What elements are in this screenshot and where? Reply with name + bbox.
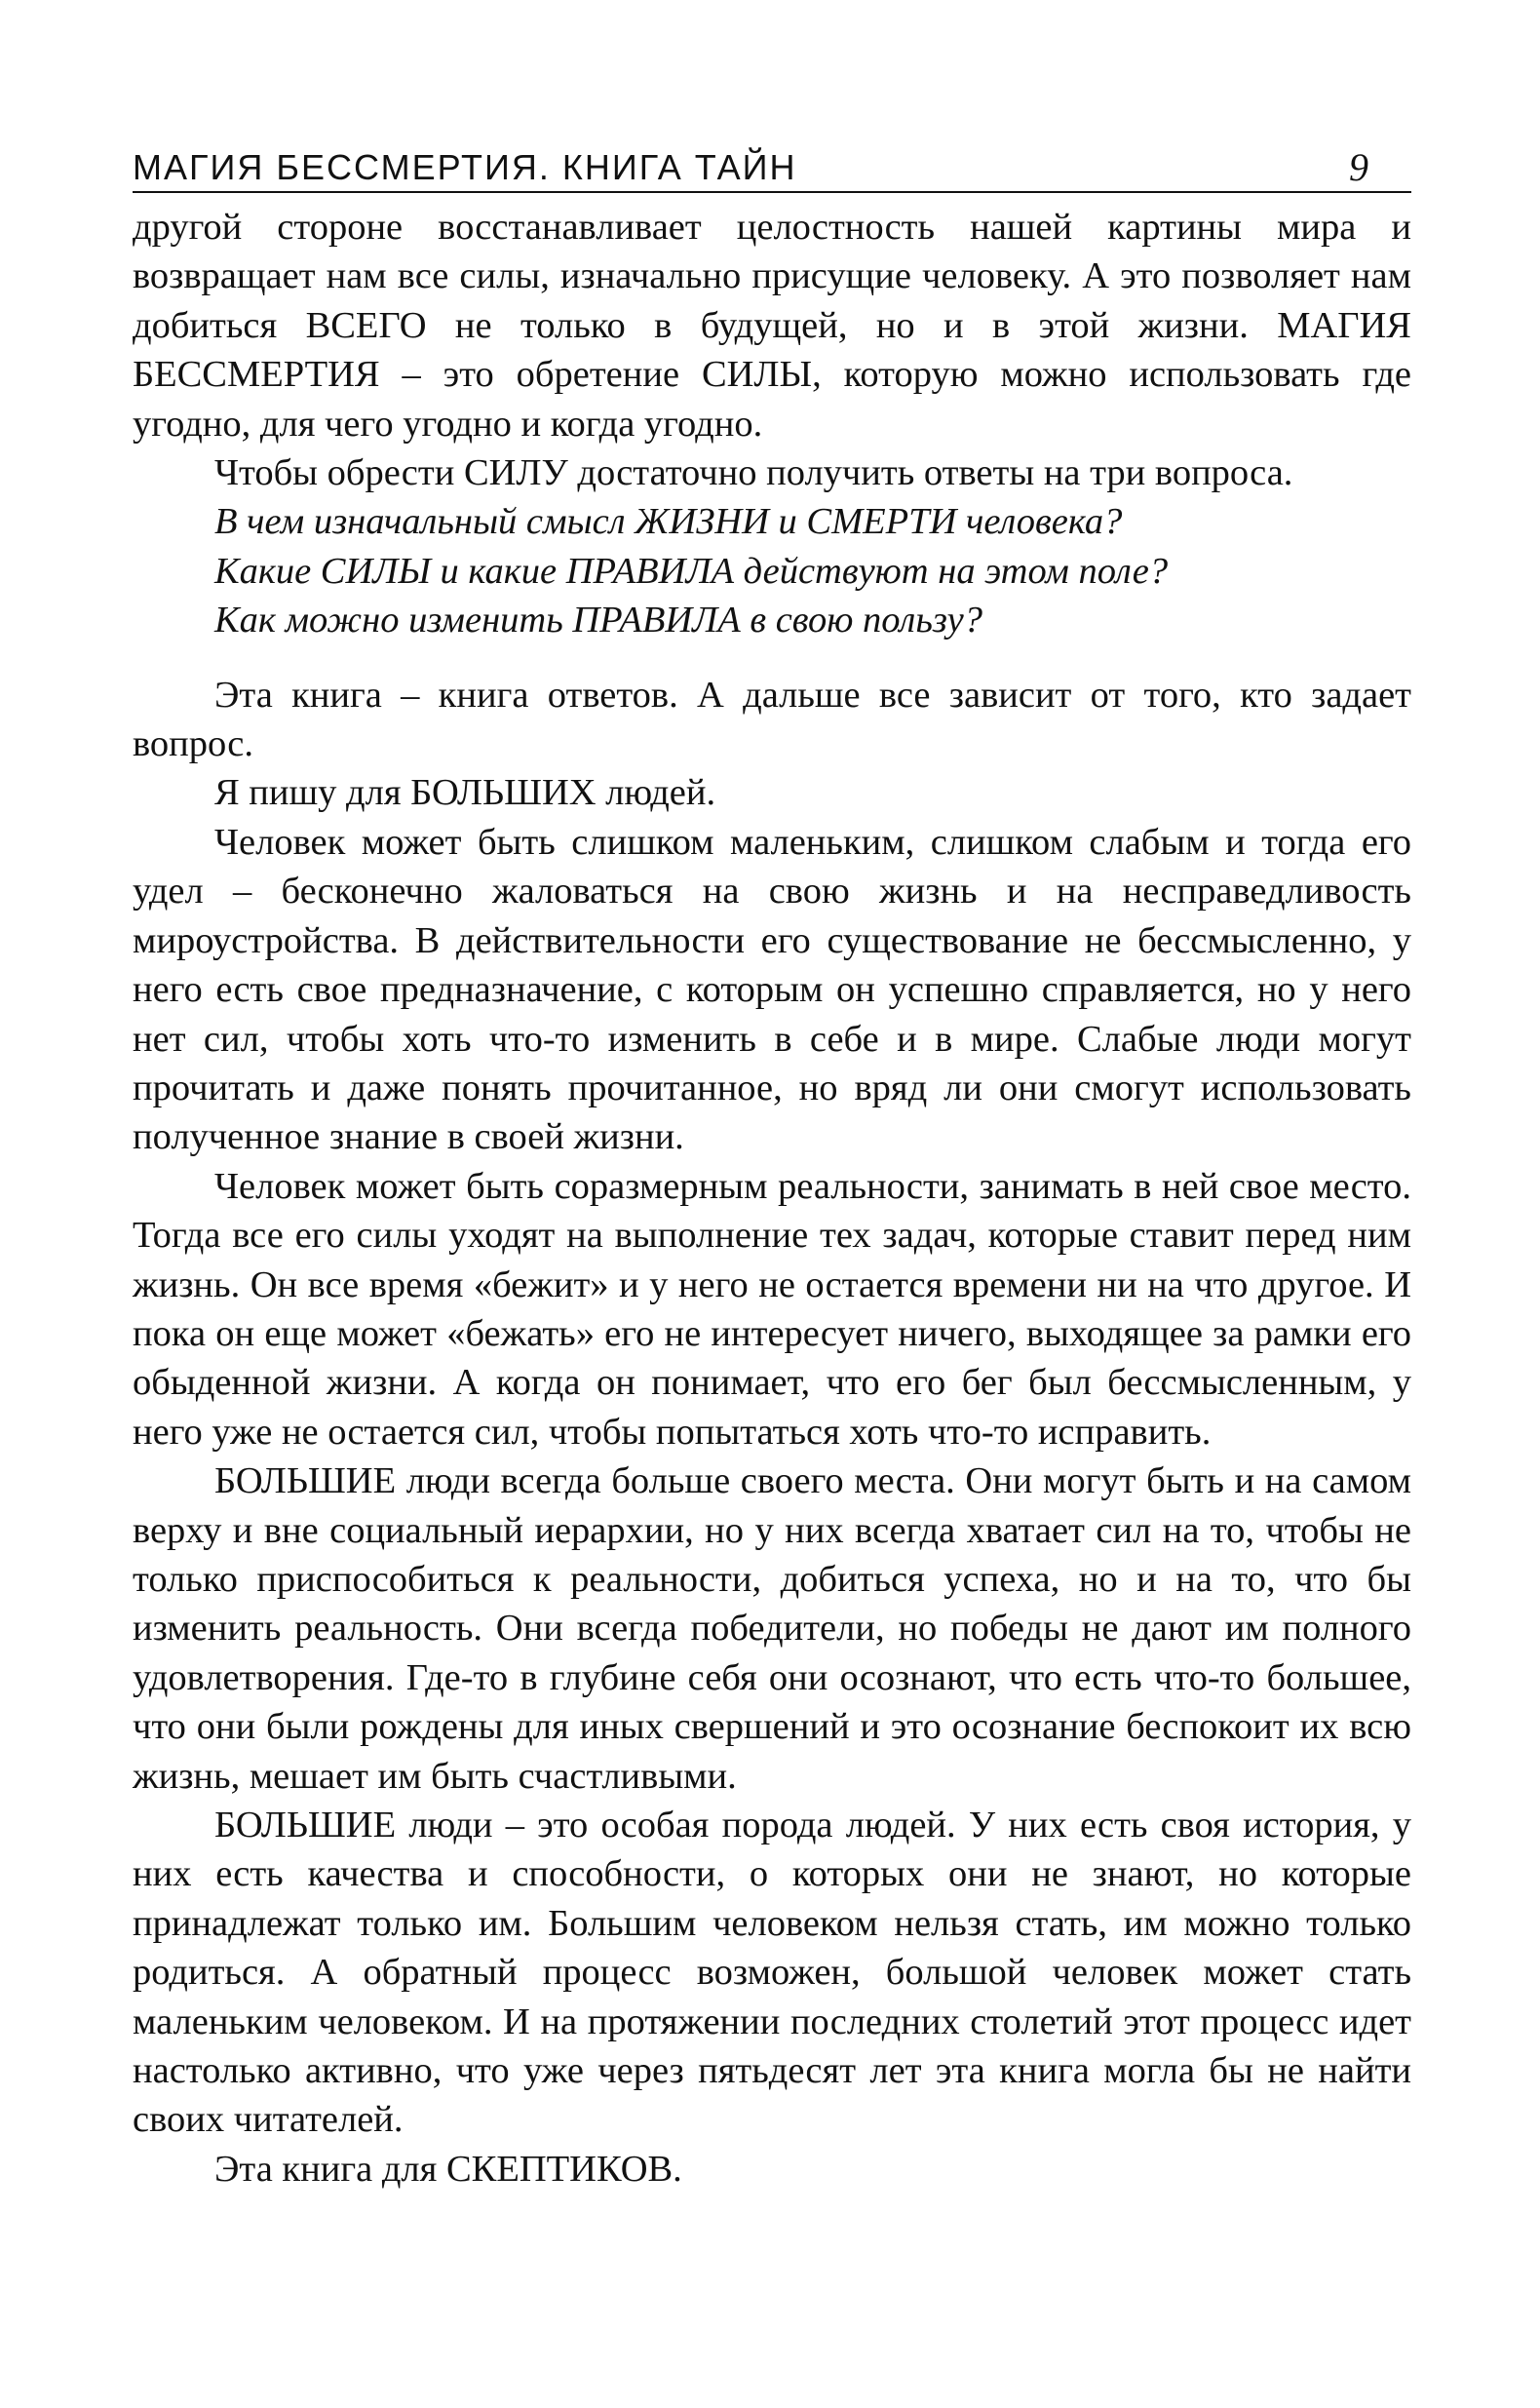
paragraph-continued: другой стороне восстанавливает целостность нашей картины мира и возвращает нам все силы, изначально присущие человеку. А это позволяет нам добиться ВСЕГО не только в будущей, но и в этой жизни. МАГИЯ БЕССМЕРТИЯ – это обретение СИЛЫ, которую можно использовать где угодно, для чего угодно и когда угодно. [133,207,1411,445]
question-1: В чем изначальный смысл ЖИЗНИ и СМЕРТИ человека? [214,501,1123,543]
question-3: Как можно изменить ПРАВИЛА в свою пользу? [214,600,982,641]
book-page [133,144,1411,2194]
paragraph-book-of-answers: Эта книга – книга ответов. А дальше все зависит от того, кто задает вопрос. [133,674,1411,765]
paragraph-big-people-place: БОЛЬШИЕ люди всегда больше своего места. Они могут быть и на самом верху и вне социальный иерархии, но у них всегда хватает сил на то, чтобы не только приспособиться к реальности, добиться успеха, но и на то, что бы изменить реальность. Они всегда победители, но победы не дают им полного удовлетворения. Где-то в глубине себя они осознают, что есть что-то большее, что они были рождены для иных свершений и это осознание беспокоит их всю жизнь, мешает им быть счастливыми. [133,1460,1411,1797]
paragraph-big-people-breed: БОЛЬШИЕ люди – это особая порода людей. У них есть своя история, у них есть качества и способности, о которых они не знают, но которые принадлежат только им. Большим человеком нельзя стать, им можно только родиться. А обратный процесс возможен, большой человек может стать маленьким человеком. И на протяжении последних столетий этот процесс идет настолько активно, что уже через пятьдесят лет эта книга могла бы не найти своих читателей. [133,1805,1411,2141]
paragraph-skeptics: Эта книга для СКЕПТИКОВ. [214,2148,682,2190]
question-2: Какие СИЛЫ и какие ПРАВИЛА действуют на этом поле? [214,550,1169,592]
body-text [133,203,1411,2194]
paragraph-three-questions-intro: Чтобы обрести СИЛУ достаточно получить ответы на три вопроса. [214,452,1293,494]
running-header [133,144,1411,193]
running-header-title: МАГИЯ БЕССМЕРТИЯ. КНИГА ТАЙН [133,147,797,187]
paragraph-big-people: Я пишу для БОЛЬШИХ людей. [214,772,716,814]
paragraph-proportional-person: Человек может быть соразмерным реальности, занимать в ней свое место. Тогда все его силы уходят на выполнение тех задач, которые ставит перед ним жизнь. Он все время «бежит» и у него не остается времени ни на что другое. И пока он еще может «бежать» его не интересует ничего, выходящее за рамки его обыденной жизни. А когда он понимает, что его бег был бессмысленным, у него уже не остается сил, чтобы попытаться хоть что-то исправить. [133,1165,1411,1453]
page-number: 9 [1349,145,1368,189]
paragraph-small-person: Человек может быть слишком маленьким, слишком слабым и тогда его удел – бесконечно жаловаться на свою жизнь и на несправедливость мироустройства. В действительности его существование не бессмысленно, у него есть свое предназначение, с которым он успешно справляется, но у него нет сил, чтобы хоть что-то изменить в себе и в мире. Слабые люди могут прочитать и даже понять прочитанное, но вряд ли они смогут использовать полученное знание в своей жизни. [133,821,1411,1158]
